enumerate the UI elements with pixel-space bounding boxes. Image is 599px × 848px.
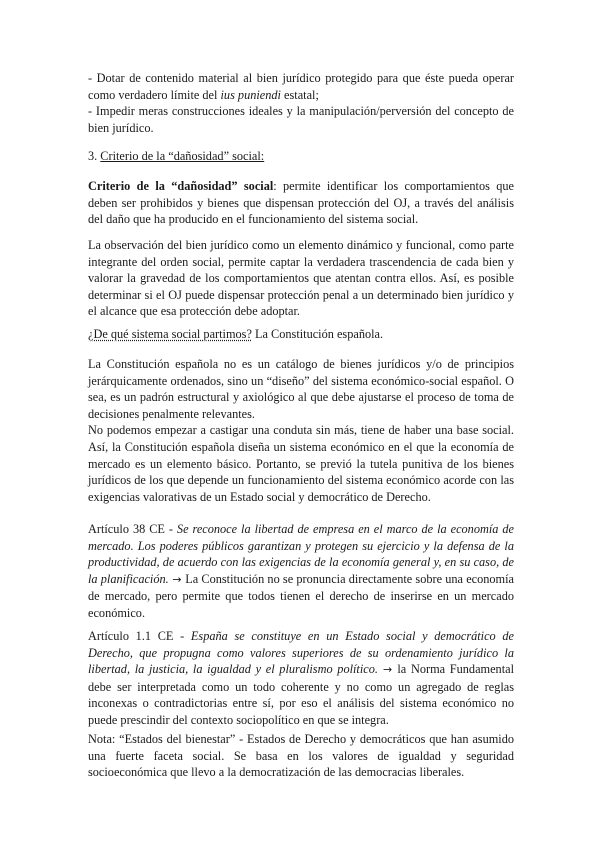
section-number: 3.	[88, 149, 101, 163]
bullet-1	[88, 70, 514, 103]
section-heading	[88, 148, 514, 165]
bullet-1-end: estatal;	[280, 87, 319, 102]
articulo-38-paragraph	[88, 521, 514, 622]
observacion-text: La observación del bien jurídico como un elemento dinámico y funcional, como parte integrante del orden social, permite captar la verdadera trascendencia de cada bien y valorar la gravedad de los comportamientos que atentan contra ellos. Así, es posible determinar si el OJ puede dispensar protección penal a un determinado bien jurídico y el alcance que esa protección debe adoptar.	[88, 238, 514, 319]
right-arrow-icon: →	[377, 663, 398, 677]
bullet-1-text: - Dotar de contenido material al bien jurídico protegido para que éste pueda operar como verdadero límite del	[88, 71, 514, 102]
constitucion-text: La Constitución española no es un catálogo de bienes jurídicos y/o de principios jerárquicamente ordenados, sino un “diseño” del sistema económico-social español. O sea, es un padrón estructural y axiológico al que debe ajustarse el proceso de toma de decisiones penalmente relevantes.	[88, 357, 514, 421]
ius-puniendi-italic: ius puniendi	[220, 87, 281, 102]
articulo-38-comment: La Constitución no se pronuncia directamente sobre una economía de mercado, pero permite que todos tienen el derecho de inserirse en un mercado económico.	[88, 571, 514, 620]
definition-paragraph	[88, 178, 514, 228]
articulo-38-label: Artículo 38 CE -	[88, 522, 177, 536]
castigar-text: No podemos empezar a castigar una conduta sin más, tiene de haber una base social. Así, la Constitución española diseña un sistema económico en el que la economía de mercado es un elemento básico. Portanto, se previó la tutela punitiva de los bienes jurídicos de los que depende un funcionamiento del sistema económico acorde con las exigencias valorativas de un Estado social y democrático de Derecho.	[88, 423, 514, 504]
articulo-1-1-comment: la Norma Fundamental debe ser interpretada como un todo coherente y no como un agregado de reglas inconexas o contradictorias entre sí, por eso el análisis del sistema económico no puede prescindir del contexto sociopolítico en que se integra.	[88, 662, 514, 727]
intro-bullets	[88, 70, 514, 136]
articulo-1-1-paragraph	[88, 628, 514, 729]
articulo-1-1-label: Artículo 1.1 CE -	[88, 629, 191, 643]
nota-paragraph	[88, 731, 514, 781]
section-title: Criterio de la “dañosidad” social:	[100, 149, 265, 163]
definition-term: Criterio de la “dañosidad” social	[88, 179, 274, 193]
nota-text: Nota: “Estados del bienestar” - Estados de Derecho y democráticos que han asumido una fuerte faceta social. Se basa en los valores de igualdad y seguridad socioeconómica que llevo a la democratización de las democracias liberales.	[88, 732, 514, 780]
question-line	[88, 326, 514, 343]
right-arrow-icon: →	[168, 572, 186, 586]
articulo-1-1-quote: España se constituye en un Estado social y democrático de Derecho, que propugna como valores superiores de su ordenamiento jurídico la libertad, la justicia, la igualdad y el pluralismo político.	[88, 629, 514, 677]
question-answer: La Constitución española.	[251, 327, 384, 341]
definition-text: : permite identificar los comportamientos que deben ser prohibidos y bienes que dispensan protección del OJ, a través del análisis del daño que ha producido en el funcionamiento del sistema social.	[88, 179, 514, 227]
constitucion-paragraph	[88, 356, 514, 505]
articulo-38-quote: Se reconoce la libertad de empresa en el marco de la economía de mercado. Los poderes públicos garantizan y protegen su ejercicio y la defensa de la productividad, de acuerdo con las exigencias de la economía general y, en su caso, de la planificación.	[88, 522, 514, 586]
question-text: ¿De qué sistema social partimos?	[88, 327, 252, 341]
bullet-2: - Impedir meras construcciones ideales y la manipulación/perversión del concepto de bien jurídico.	[88, 104, 514, 135]
observacion-paragraph	[88, 237, 514, 320]
